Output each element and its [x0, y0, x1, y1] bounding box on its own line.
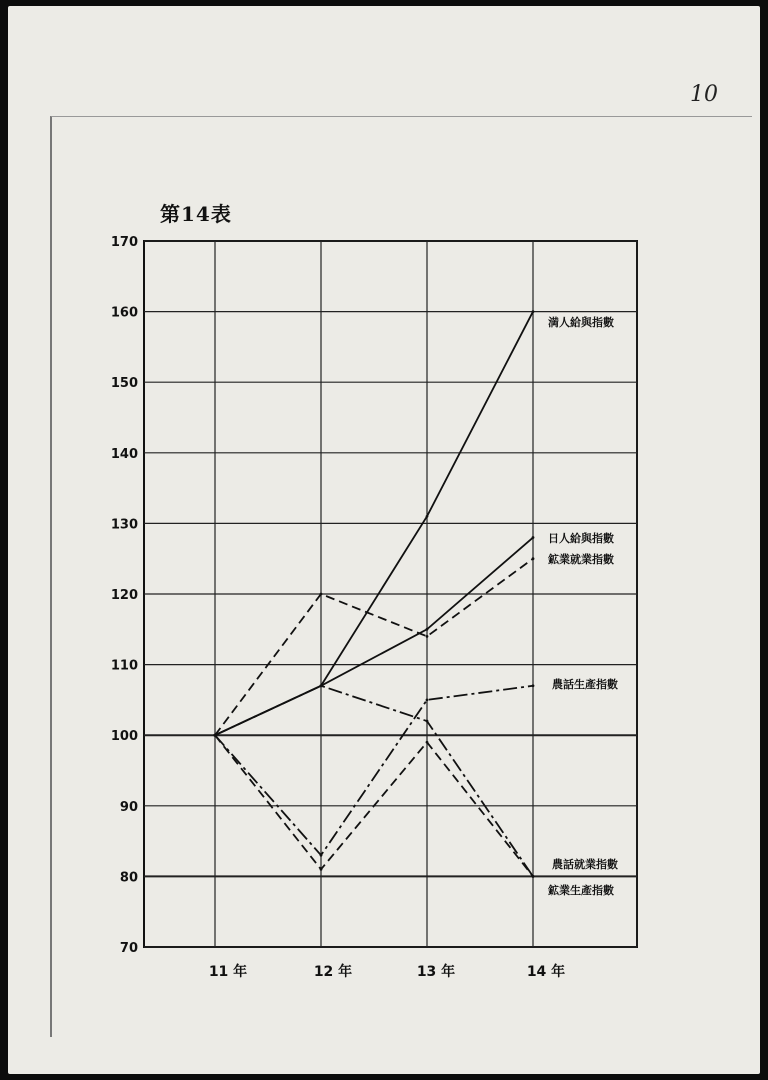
page-number: 10 — [690, 82, 718, 107]
series-line — [215, 686, 533, 855]
data-point — [426, 515, 429, 518]
y-tick-label: 100 — [110, 729, 138, 745]
data-point — [532, 684, 535, 687]
data-point — [320, 684, 323, 687]
x-tick-label: 12 年 — [313, 964, 353, 980]
data-point — [320, 854, 323, 857]
data-point — [532, 310, 535, 313]
series-line — [215, 686, 533, 877]
y-tick-label: 120 — [110, 588, 138, 603]
y-tick-label: 170 — [110, 235, 138, 250]
data-point — [426, 628, 429, 631]
data-point — [426, 720, 429, 723]
series-label: 満人給與指數 — [548, 316, 614, 329]
y-tick-label: 140 — [110, 446, 138, 462]
y-tick-label: 150 — [110, 376, 138, 392]
table-label: 第14表 — [160, 202, 232, 226]
series-line — [215, 559, 533, 736]
y-tick-label: 160 — [110, 305, 138, 321]
series-label: 農話生產指數 — [552, 678, 618, 691]
y-tick-label: 110 — [110, 658, 138, 674]
y-tick-label: 90 — [119, 799, 138, 815]
data-point — [532, 557, 535, 560]
y-tick-label: 80 — [119, 870, 138, 886]
series-label: 日人給與指數 — [548, 532, 614, 545]
data-point — [320, 868, 323, 871]
data-point — [426, 635, 429, 638]
data-point — [532, 536, 535, 539]
series-label: 鉱業就業指數 — [548, 553, 614, 566]
series-label: 農話就業指數 — [552, 858, 618, 871]
data-point — [426, 699, 429, 702]
data-point — [532, 875, 535, 878]
data-point — [426, 741, 429, 744]
series-label: 鉱業生產指數 — [548, 884, 614, 897]
y-tick-label: 130 — [110, 517, 138, 533]
x-tick-label: 14 年 — [526, 964, 566, 980]
x-tick-label: 11 年 — [208, 964, 248, 980]
data-point — [320, 593, 323, 596]
data-point — [214, 734, 217, 737]
series-line — [215, 538, 533, 736]
y-tick-label: 70 — [119, 941, 138, 956]
x-tick-label: 13 年 — [416, 964, 456, 980]
